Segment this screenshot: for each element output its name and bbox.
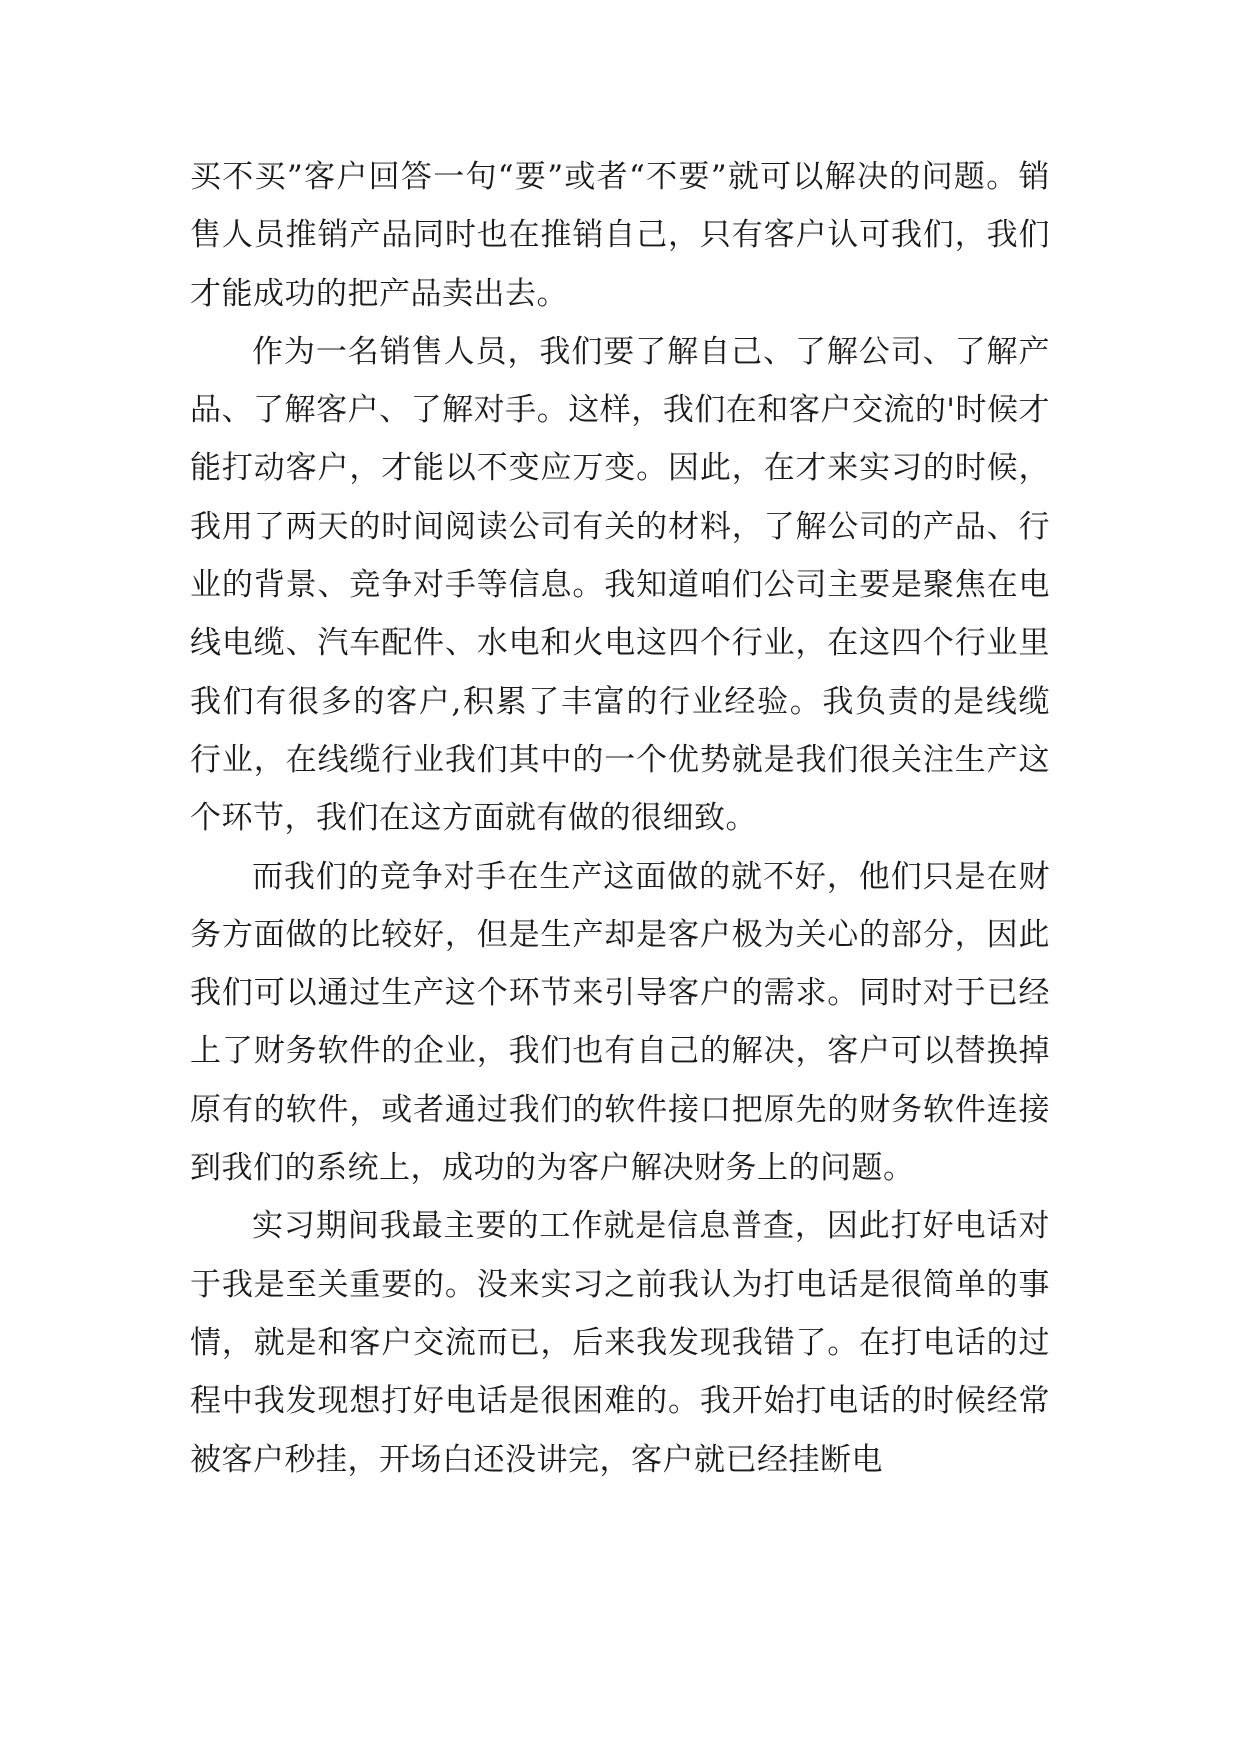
paragraph-3: 而我们的竞争对手在生产这面做的就不好，他们只是在财务方面做的比较好，但是生产却是客户极为关心的部分，因此我们可以通过生产这个环节来引导客户的需求。同时对于已经上了财务软件的企业，我们也有自己的解决，客户可以替换掉原有的软件，或者通过我们的软件接口把原先的财务软件连接到我们的系统上，成功的为客户解决财务上的问题。 bbox=[190, 858, 1050, 1187]
paragraph-4: 实习期间我最主要的工作就是信息普查，因此打好电话对于我是至关重要的。没来实习之前我认为打电话是很简单的事情，就是和客户交流而已，后来我发现我错了。在打电话的过程中我发现想打好电话是很困难的。我开始打电话的时候经常被客户秒挂，开场白还没讲完，客户就已经挂断电 bbox=[190, 1208, 1050, 1478]
document-body bbox=[190, 148, 1050, 1489]
paragraph-1: 买不买”客户回答一句“要”或者“不要”就可以解决的问题。销售人员推销产品同时也在推销自己，只有客户认可我们，我们才能成功的把产品卖出去。 bbox=[190, 159, 1050, 312]
paragraph-2: 作为一名销售人员，我们要了解自己、了解公司、了解产品、了解客户、了解对手。这样，我们在和客户交流的'时候才能打动客户，才能以不变应万变。因此，在才来实习的时候，我用了两天的时间阅读公司有关的材料，了解公司的产品、行业的背景、竞争对手等信息。我知道咱们公司主要是聚焦在电线电缆、汽车配件、水电和火电这四个行业，在这四个行业里我们有很多的客户,积累了丰富的行业经验。我负责的是线缆行业，在线缆行业我们其中的一个优势就是我们很关注生产这个环节，我们在这方面就有做的很细致。 bbox=[190, 333, 1050, 837]
